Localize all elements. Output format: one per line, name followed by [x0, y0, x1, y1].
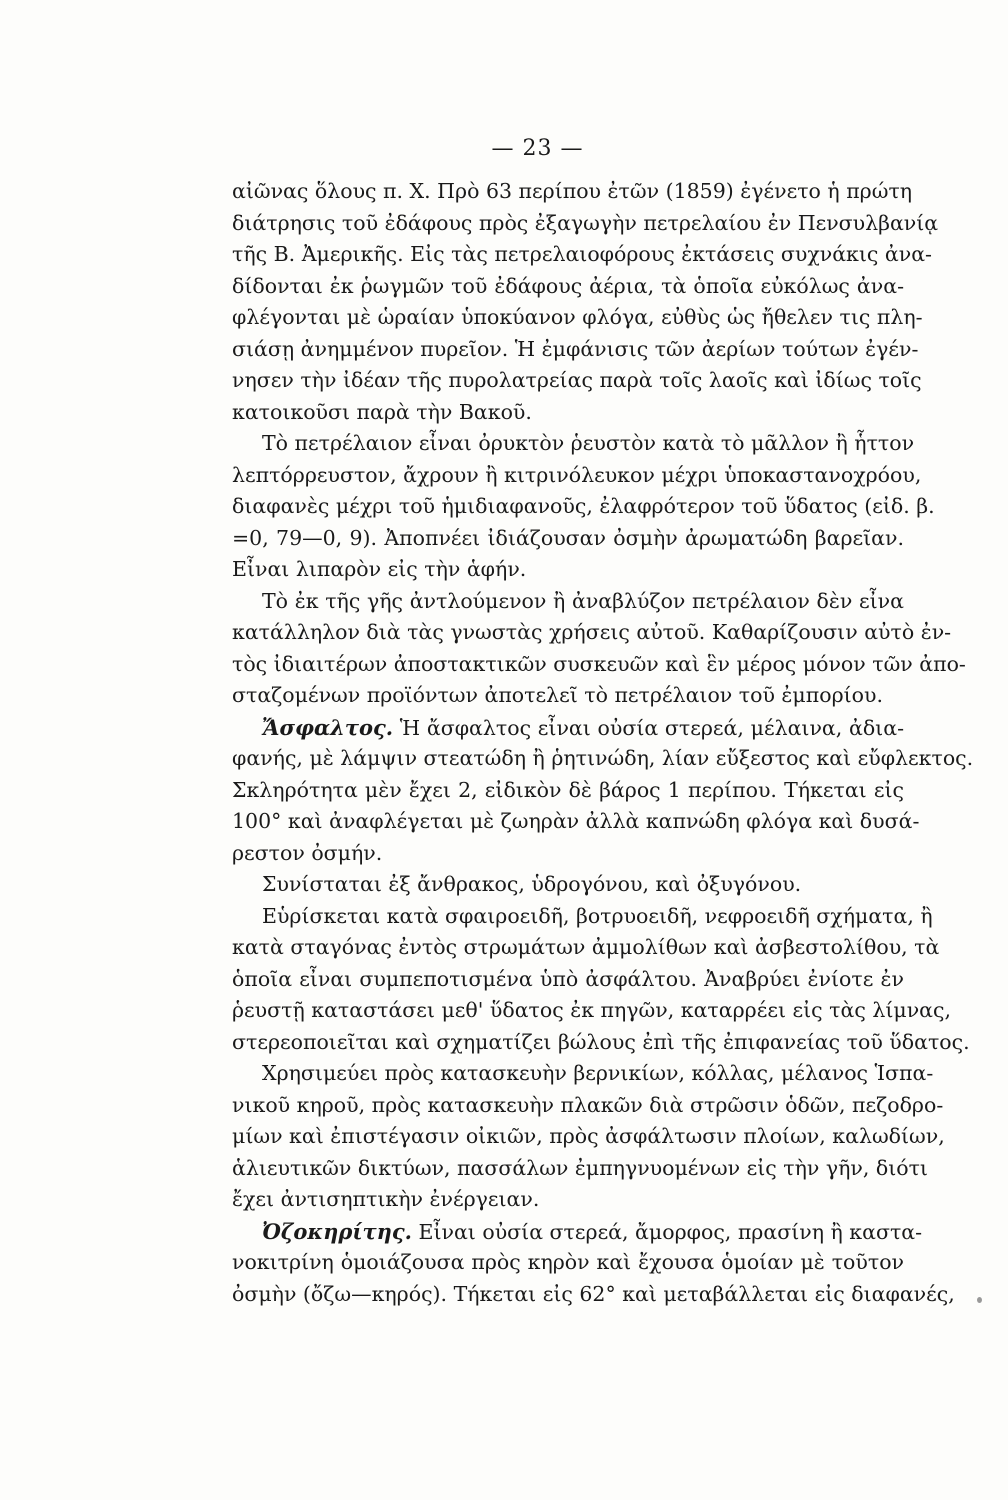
- text-line: [232, 712, 904, 744]
- section-heading: Ἄσφαλτος.: [262, 714, 394, 740]
- text-line: [232, 554, 904, 586]
- line-text: νοκιτρίνη ὁμοιάζουσα πρὸς κηρὸν καὶ ἔχουσα ὁμοίαν μὲ τοῦτον: [232, 1250, 904, 1274]
- text-line: [232, 901, 933, 933]
- line-text: σιάσῃ ἀνημμένον πυρεῖον. Ἡ ἐμφάνισις τῶν ἀερίων τούτων ἐγέν-: [232, 336, 919, 361]
- text-line: [232, 176, 913, 208]
- line-text: νικοῦ κηροῦ, πρὸς κατασκευὴν πλακῶν διὰ στρῶσιν ὁδῶν, πεζοδρο-: [232, 1092, 944, 1117]
- line-text: φανής, μὲ λάμψιν στεατώδη ἢ ῥητινώδη, λίαν εὔξεστος καὶ εὔφλεκτος.: [232, 746, 974, 770]
- line-text: τὸς ἰδιαιτέρων ἀποστακτικῶν συσκευῶν καὶ ἓν μέρος μόνον τῶν ἀπο-: [232, 651, 966, 676]
- text-line: [232, 365, 922, 397]
- line-text: τῆς Β. Ἀμερικῆς. Εἰς τὰς πετρελαιοφόρους ἐκτάσεις συχνάκις ἀνα-: [232, 242, 932, 266]
- text-line: [232, 334, 919, 366]
- text-line: [232, 1279, 955, 1311]
- text-line: [232, 397, 904, 429]
- text-line: [232, 239, 932, 271]
- paragraph: [232, 176, 939, 428]
- text-line: [232, 271, 904, 303]
- paragraph: [232, 586, 966, 712]
- section-paragraph: [232, 712, 974, 870]
- text-line: [232, 491, 935, 523]
- line-text: Εἶναι οὐσία στερεά, ἄμορφος, πρασίνη ἢ καστα-: [411, 1219, 923, 1244]
- text-line: [232, 1184, 904, 1216]
- line-text: λεπτόρρευστον, ἄχρουν ἢ κιτρινόλευκον μέχρι ὑποκαστανοχρόου,: [232, 462, 922, 487]
- line-text: μίων καὶ ἐπιστέγασιν οἰκιῶν, πρὸς ἀσφάλτωσιν πλοίων, καλωδίων,: [232, 1124, 945, 1148]
- line-text: ἁλιευτικῶν δικτύων, πασσάλων ἐμπηγνυομένων εἰς τὴν γῆν, διότι: [232, 1155, 928, 1180]
- text-line: [232, 1058, 934, 1090]
- line-text: διάτρησις τοῦ ἐδάφους πρὸς ἐξαγωγὴν πετρελαίου ἐν Πενσυλβανίᾳ: [232, 210, 939, 235]
- text-line: [232, 617, 952, 649]
- section-paragraph: [232, 1216, 955, 1311]
- line-text: σταζομένων προϊόντων ἀποτελεῖ τὸ πετρέλαιον τοῦ ἐμπορίου.: [232, 683, 883, 707]
- line-text: Σκληρότητα μὲν ἔχει 2, εἰδικὸν δὲ βάρος 1 περίπου. Τήκεται εἰς: [232, 777, 904, 802]
- text-line: [232, 586, 904, 618]
- scan-speck: [977, 1297, 982, 1303]
- text-line: [232, 1153, 928, 1185]
- line-text: δίδονται ἐκ ῥωγμῶν τοῦ ἐδάφους ἀέρια, τὰ ὁποῖα εὐκόλως ἀνα-: [232, 273, 904, 298]
- text-line: [232, 869, 904, 901]
- line-text: Συνίσταται ἐξ ἄνθρακος, ὑδρογόνου, καὶ ὀξυγόνου.: [262, 872, 802, 896]
- line-text: ὁποῖα εἶναι συμπεποτισμένα ὑπὸ ἀσφάλτου. Ἀναβρύει ἐνίοτε ἐν: [232, 966, 904, 991]
- line-text: ρεστον ὀσμήν.: [232, 840, 383, 865]
- text-line: [232, 302, 923, 334]
- body-text: [232, 176, 974, 1310]
- section-heading: Ὀζοκηρίτης.: [262, 1218, 412, 1244]
- text-line: [232, 1121, 945, 1153]
- text-line: [232, 995, 952, 1027]
- line-text: διαφανὲς μέχρι τοῦ ἡμιδιαφανοῦς, ἐλαφρότερον τοῦ ὕδατος (εἰδ. β.: [232, 494, 935, 518]
- text-line: [232, 428, 915, 460]
- text-line: [232, 932, 940, 964]
- text-line: [232, 806, 920, 838]
- line-text: ἔχει ἀντισηπτικὴν ἐνέργειαν.: [232, 1187, 540, 1211]
- text-line: [232, 460, 922, 492]
- paragraph: [232, 1058, 945, 1216]
- line-text: =0, 79—0, 9). Ἀποπνέει ἰδιάζουσαν ὀσμὴν ἀρωματώδη βαρεῖαν.: [232, 525, 904, 550]
- text-line: [232, 1090, 944, 1122]
- paragraph: [232, 901, 970, 1059]
- text-line: [232, 838, 904, 870]
- text-line: [232, 1216, 923, 1248]
- line-text: φλέγονται μὲ ὡραίαν ὑποκύανον φλόγα, εὐθὺς ὡς ἤθελεν τις πλη-: [232, 305, 923, 329]
- line-text: κατὰ σταγόνας ἐντὸς στρωμάτων ἀμμολίθων καὶ ἀσβεστολίθου, τὰ: [232, 935, 940, 959]
- line-text: κατοικοῦσι παρὰ τὴν Βακοῦ.: [232, 399, 532, 424]
- paragraph: [232, 428, 935, 586]
- page-number: — 23 —: [491, 136, 584, 161]
- text-line: [232, 775, 904, 807]
- text-line: [232, 680, 904, 712]
- paragraph: [232, 869, 904, 901]
- line-text: κατάλληλον διὰ τὰς γνωστὰς χρήσεις αὐτοῦ. Καθαρίζουσιν αὐτὸ ἐν-: [232, 620, 952, 644]
- line-text: Εἶναι λιπαρὸν εἰς τὴν ἁφήν.: [232, 557, 527, 581]
- text-line: [232, 208, 939, 240]
- text-line: [232, 523, 904, 555]
- text-line: [232, 964, 904, 996]
- line-text: Χρησιμεύει πρὸς κατασκευὴν βερνικίων, κόλλας, μέλανος Ἱσπα-: [262, 1061, 934, 1085]
- line-text: 100° καὶ ἀναφλέγεται μὲ ζωηρὰν ἀλλὰ καπνώδη φλόγα καὶ δυσά-: [232, 809, 920, 833]
- text-line: [232, 1247, 904, 1279]
- text-line: [232, 743, 974, 775]
- line-text: αἰῶνας ὅλους π. Χ. Πρὸ 63 περίπου ἐτῶν (1859) ἐγένετο ἡ πρώτη: [232, 179, 913, 203]
- line-text: Τὸ πετρέλαιον εἶναι ὀρυκτὸν ῥευστὸν κατὰ τὸ μᾶλλον ἢ ἧττον: [262, 431, 915, 455]
- line-text: ὀσμὴν (ὄζω—κηρός). Τήκεται εἰς 62° καὶ μεταβάλλεται εἰς διαφανές,: [232, 1281, 955, 1306]
- line-text: νησεν τὴν ἰδέαν τῆς πυρολατρείας παρὰ τοῖς λαοῖς καὶ ἰδίως τοῖς: [232, 368, 922, 392]
- line-text: στερεοποιεῖται καὶ σχηματίζει βώλους ἐπὶ τῆς ἐπιφανείας τοῦ ὕδατος.: [232, 1029, 970, 1054]
- line-text: Ἡ ἄσφαλτος εἶναι οὐσία στερεά, μέλαινα, ἀδια-: [393, 715, 904, 740]
- text-line: [232, 1027, 970, 1059]
- line-text: Τὸ ἐκ τῆς γῆς ἀντλούμενον ἢ ἀναβλύζον πετρέλαιον δὲν εἶνα: [262, 588, 904, 613]
- line-text: ῥευστῇ καταστάσει μεθ' ὕδατος ἐκ πηγῶν, καταρρέει εἰς τὰς λίμνας,: [232, 998, 952, 1022]
- text-line: [232, 649, 966, 681]
- line-text: Εὑρίσκεται κατὰ σφαιροειδῆ, βοτρυοειδῆ, νεφροειδῆ σχήματα, ἢ: [262, 903, 933, 928]
